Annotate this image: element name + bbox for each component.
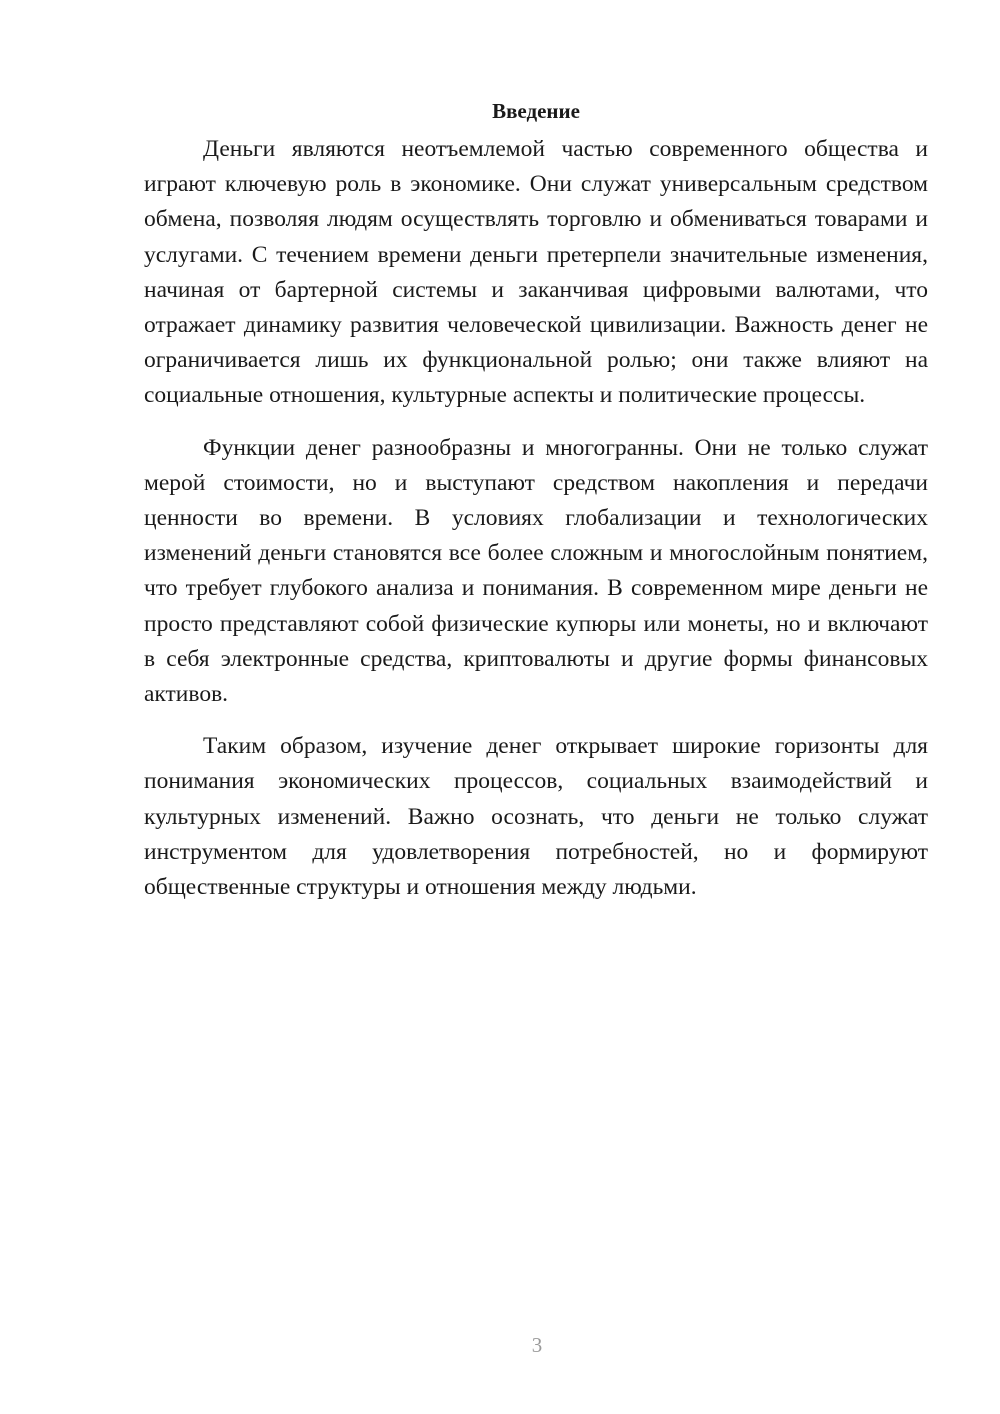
section-heading: Введение <box>492 99 580 123</box>
paragraph-1: Деньги являются неотъемлемой частью современного общества и играют ключевую роль в экономике. Они служат универсальным средством обмена, позволяя людям осуществлять торговлю и обмениваться товарами и услугами. С течением времени деньги претерпели значительные изменения, начиная от бартерной системы и заканчивая цифровыми валютами, что отражает динамику развития человеческой цивилизации. Важность денег не ограничивается лишь их функциональной ролью; они также влияют на социальные отношения, культурные аспекты и политические процессы. <box>144 136 928 409</box>
page-content <box>144 94 928 922</box>
paragraph-2: Функции денег разнообразны и многогранны. Они не только служат мерой стоимости, но и выступают средством накопления и передачи ценности во времени. В условиях глобализации и технологических изменений деньги становятся все более сложным и многослойным понятием, что требует глубокого анализа и понимания. В современном мире деньги не просто представляют собой физические купюры или монеты, но и включают в себя электронные средства, криптовалюты и другие формы финансовых активов. <box>144 434 928 708</box>
page-number: 3 <box>531 1333 543 1357</box>
paragraph-3: Таким образом, изучение денег открывает широкие горизонты для понимания экономических процессов, социальных взаимодействий и культурных изменений. Важно осознать, что деньги не только служат инструментом для удовлетворения потребностей, но и формируют общественные структуры и отношения между людьми. <box>144 733 928 901</box>
